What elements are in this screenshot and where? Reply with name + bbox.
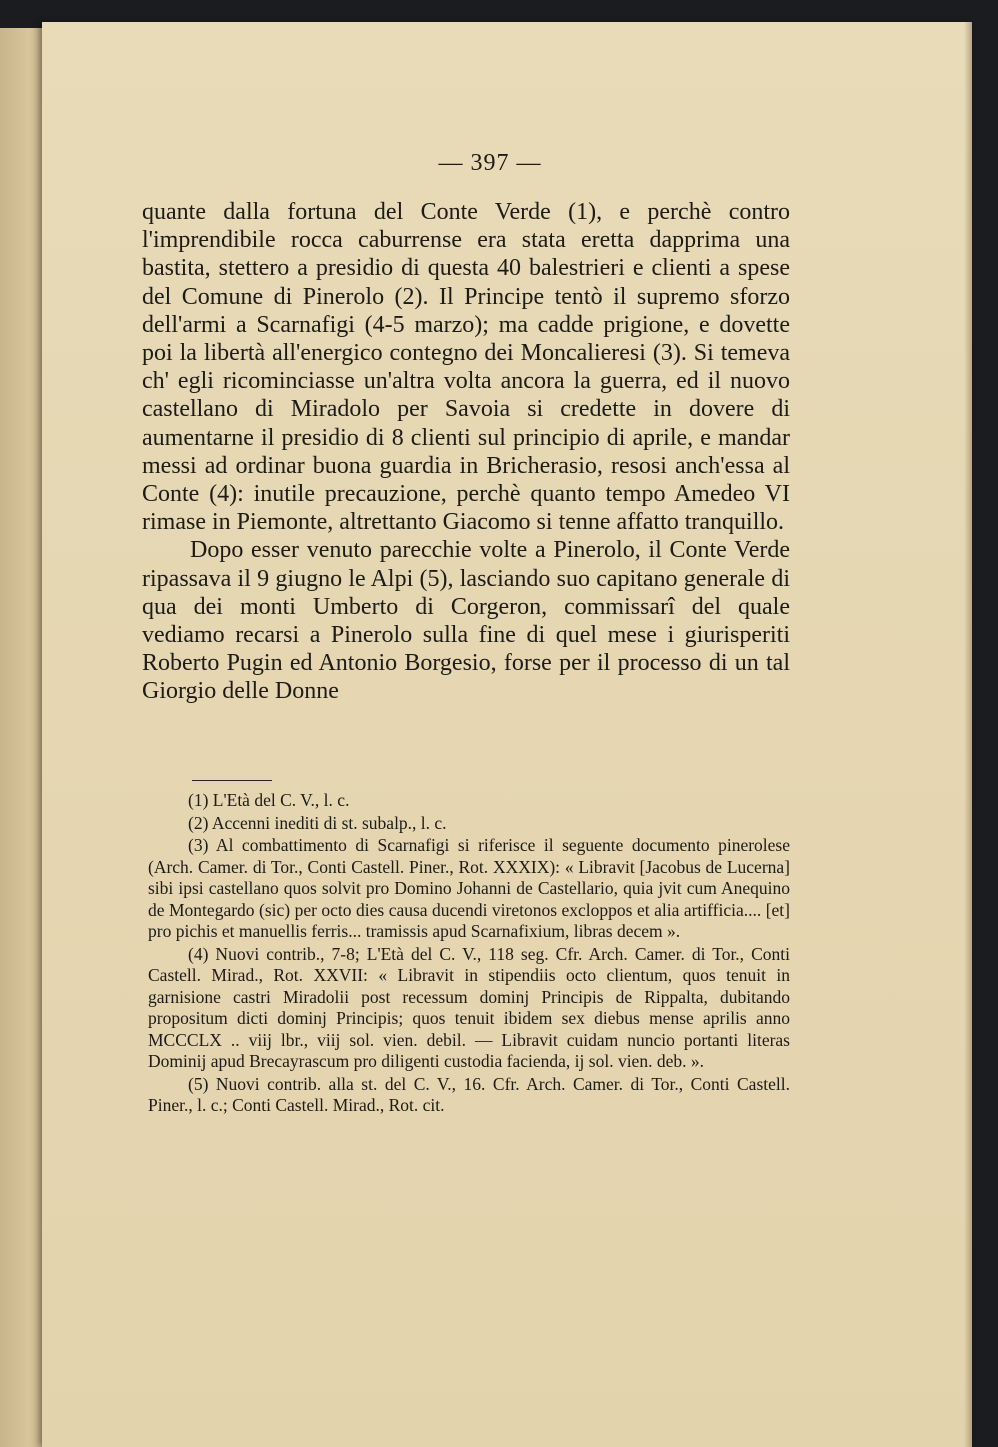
footnote: (1) L'Età del C. V., l. c. xyxy=(188,790,350,810)
footnote: (4) Nuovi contrib., 7-8; L'Età del C. V., 118 seg. Cfr. Arch. Camer. di Tor., Conti Castell. Mirad., Rot. XXVII: « Libravit in stipendiis octo clientum, quos tenuit in garnisione castri Miradolii post recessum dominj Principis de Rippalta, dubitando propositum dicti dominj Principis; quos tenuit ibidem sex diebus mense aprilis anno MCCCLX .. viij lbr., viij sol. vien. debil. — Libravit cuidam nuncio portanti literas Dominij apud Brecayrascum pro diligenti custodia facienda, ij sol. vien. deb. ». xyxy=(148,943,790,1071)
footnotes xyxy=(148,790,790,1117)
footnote: (3) Al combattimento di Scarnafigi si riferisce il seguente documento pinerolese (Arch. Camer. di Tor., Conti Castell. Piner., Rot. XXXIX): « Libravit [Jacobus de Lucerna] sibi ipsi castellano quos solvit pro Domino Johanni de Castellario, quia jvit cum Anequino de Montegardo (sic) per octo dies causa ducendi viretonos excloppos et alia artifficia.... [et] pro pichis et manuellis ferris... tramissis apud Scarnafixium, libras decem ». xyxy=(148,835,790,941)
paragraph: quante dalla fortuna del Conte Verde (1), e perchè contro l'imprendibile rocca caburrense era stata eretta dapprima una bastita, stettero a presidio di questa 40 balestrieri e clienti a spese del Comune di Pinerolo (2). Il Principe tentò il supremo sforzo dell'armi a Scarnafigi (4-5 marzo); ma cadde prigione, e dovette poi la libertà all'energico contegno dei Moncalieresi (3). Si temeva ch' egli ricominciasse un'altra volta ancora la guerra, ed il nuovo castellano di Miradolo per Savoia si credette in dovere di aumentarne il presidio di 8 clienti sul principio di aprile, e mandar messi ad ordinar buona guardia in Bricherasio, resosi anch'essa al Conte (4): inutile precauzione, perchè quanto tempo Amedeo VI rimase in Piemonte, altrettanto Giacomo si tenne affatto tranquillo. xyxy=(142,199,790,536)
paragraph: Dopo esser venuto parecchie volte a Pinerolo, il Conte Verde ripassava il 9 giugno le Alpi (5), lasciando suo capitano generale di qua dei monti Umberto di Corgeron, commissarî del quale vediamo recarsi a Pinerolo sulla fine di quel mese i giurisperiti Roberto Pugin ed Antonio Borgesio, forse per il processo di un tal Giorgio delle Donne xyxy=(142,537,790,705)
page-shadow-edge xyxy=(964,22,972,1447)
footnote: (2) Accenni inediti di st. subalp., l. c. xyxy=(188,812,447,833)
footnote-divider xyxy=(192,780,272,781)
footnote: (5) Nuovi contrib. alla st. del C. V., 16. Cfr. Arch. Camer. di Tor., Conti Castell. Piner., l. c.; Conti Castell. Mirad., Rot. cit. xyxy=(148,1073,790,1115)
page-number: — 397 — xyxy=(438,150,542,176)
main-text xyxy=(142,198,790,706)
